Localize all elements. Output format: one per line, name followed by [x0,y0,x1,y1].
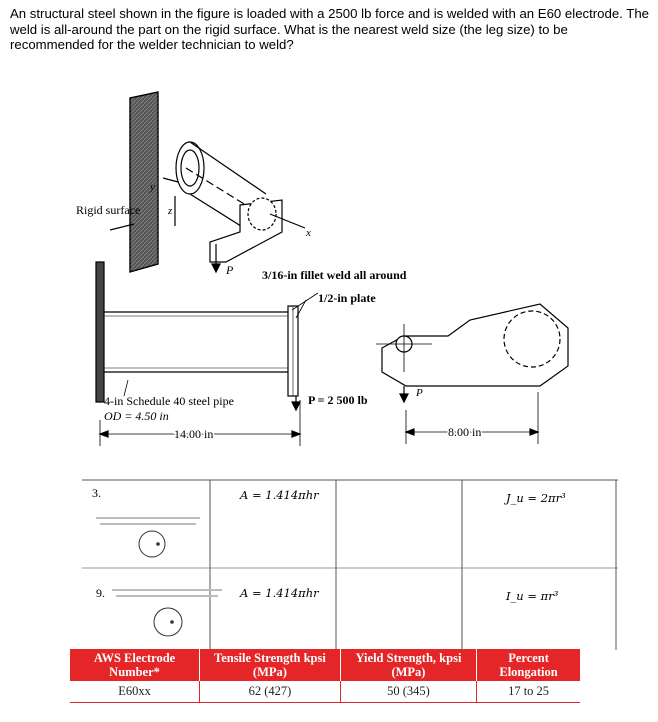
axis-z-label: z [168,205,173,217]
rigid-surface-label-1: Rigid surface [76,203,141,217]
pipe-od-label: OD = 4.50 in [104,409,169,423]
front-view [376,304,568,444]
load-p-label: P [226,263,234,277]
formula-grid [82,480,618,650]
row1-number: 3. [92,486,101,500]
dim-8-label: 8.00 in [448,425,482,439]
cell-elongation: 17 to 25 [477,681,580,703]
header-elongation: Percent Elongation [477,649,580,681]
row2-number: 9. [96,586,105,600]
axis-x-label: x [306,227,311,239]
copyright-smudge [96,518,222,596]
force-label: P = 2 500 lb [308,393,368,407]
axis-y-label: y [150,181,155,193]
dim-14-label: 14.00 in [174,427,214,441]
electrode-table-header [70,649,580,681]
row2-area-formula: A = 1.414πhr [240,586,319,600]
weld-circle-icon-1 [139,531,165,557]
row2-inertia-formula: I_u = πr³ [506,589,559,603]
pipe-spec-label: 4-in Schedule 40 steel pipe [104,394,234,408]
header-yield: Yield Strength, kpsi (MPa) [340,649,476,681]
row1-inertia-formula: J_u = 2πr³ [506,491,566,505]
cell-electrode: E60xx [70,681,200,703]
header-tensile: Tensile Strength kpsi (MPa) [200,649,341,681]
cell-yield: 50 (345) [340,681,476,703]
header-electrode: AWS Electrode Number* [70,649,200,681]
table-row [70,681,580,703]
load-p2-label: P [416,387,423,399]
row1-area-formula: A = 1.414πhr [240,488,319,502]
isometric-view [110,92,305,272]
question-text: An structural steel shown in the figure is loaded with a 2500 lb force and is welded with an E60 electrode. The weld is all-around the part on the rigid surface. What is the nearest weld size (the leg size) to be recommended for the welder technician to weld? [10,6,649,52]
side-wall [96,262,104,402]
fillet-weld-label: 3/16-in fillet weld all around [262,268,407,282]
cell-tensile: 62 (427) [200,681,341,703]
electrode-table [70,649,580,703]
weld-circle-icon-2 [154,608,182,636]
plate-thickness-label: 1/2-in plate [318,291,376,305]
